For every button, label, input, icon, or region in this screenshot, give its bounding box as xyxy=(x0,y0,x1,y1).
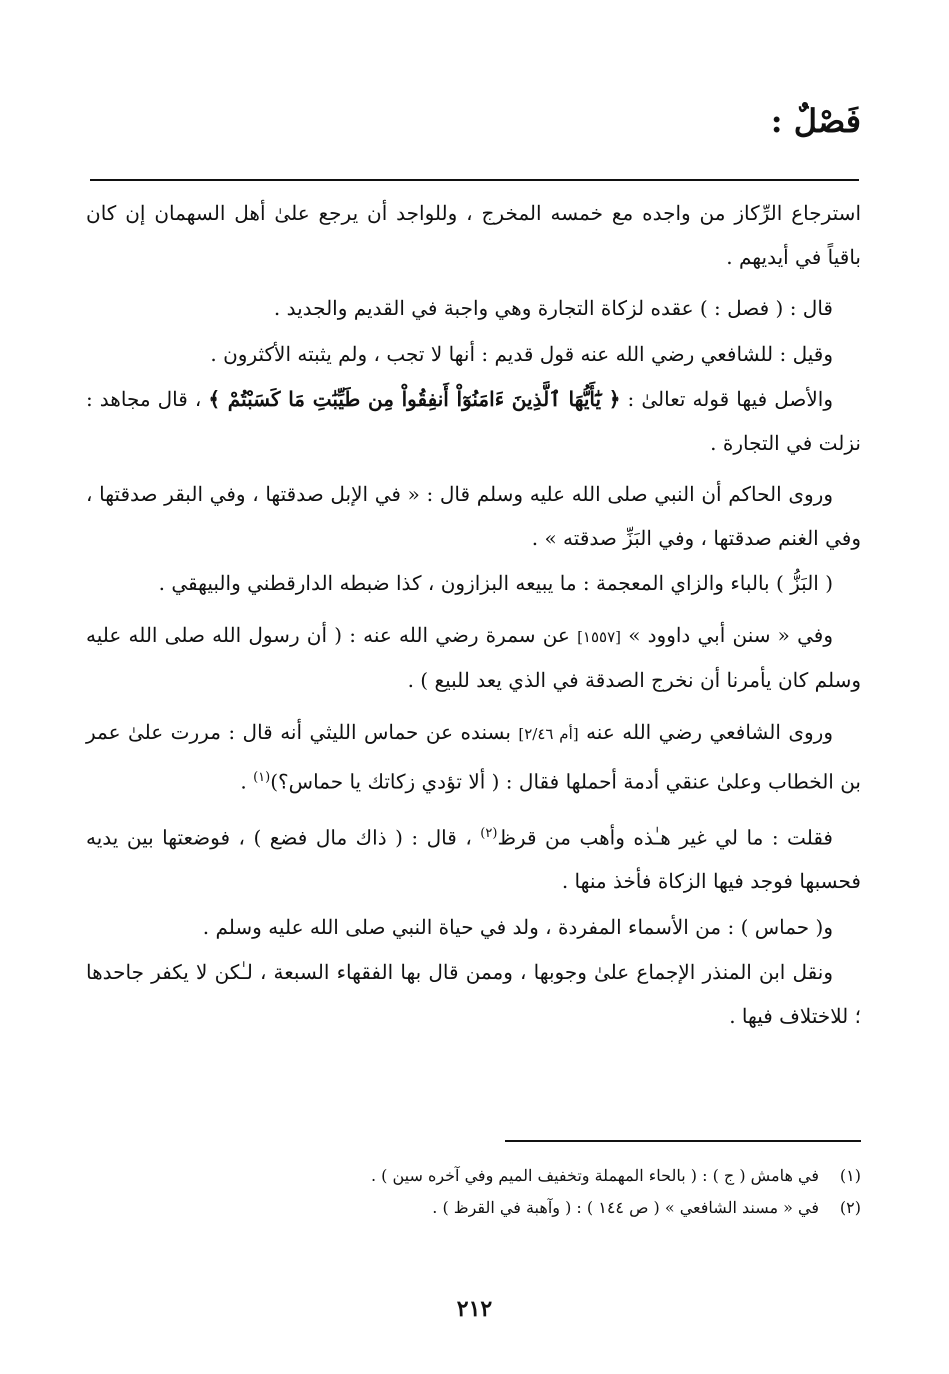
paragraph: وقيل : للشافعي رضي الله عنه قول قديم : أنها لا تجب ، ولم يثبته الأكثرون . xyxy=(210,341,833,366)
footnote-number: (٢) xyxy=(839,1198,861,1217)
paragraph: قال : ( فصل : ) عقده لزكاة التجارة وهي واجبة في القديم والجديد . xyxy=(273,296,833,320)
paragraph: و( حماس ) : من الأسماء المفردة ، ولد في حياة النبي صلى الله عليه وسلم . xyxy=(202,914,833,939)
footnote-text: في « مسند الشافعي » ( ص ١٤٤ ) : ( وآهبة في القرظ ) . xyxy=(432,1198,819,1217)
footnote-marker[interactable]: (١) xyxy=(253,770,271,785)
heading-divider xyxy=(90,179,859,181)
paragraph: ونقل ابن المنذر الإجماع علىٰ وجوبها ، وممن قال بها الفقهاء السبعة ، لـٰكن لا يكفر جاحدها ؛ للاختلاف فيها . xyxy=(86,960,861,1028)
paragraph: استرجاع الرِّكاز من واجده مع خمسه المخرج ، وللواجد أن يرجع علىٰ أهل السهمان إن كان باقياً في أيديهم . xyxy=(86,201,861,269)
paragraph: وفي « سنن أبي داوود » [١٥٥٧] عن سمرة رضي الله عنه : ( أن رسول الله صلى الله عليه وسلم كان يأمرنا أن نخرج الصدقة في الذي يعد للبيع ) . xyxy=(86,622,861,692)
page-number: ٢١٢ xyxy=(456,1296,493,1322)
paragraph: وروى الشافعي رضي الله عنه [أم ٢/٤٦] بسنده عن حماس الليثي أنه قال : مررت علىٰ عمر بن الخطاب وعلىٰ عنقي أدمة أحملها فقال : ( ألا تؤدي زكاتك يا حماس؟)$^{(١)}$ . xyxy=(86,719,861,794)
paragraph: والأصل فيها قوله تعالىٰ : ﴿ يَٰٓأَيُّهَا ٱلَّذِينَ ءَامَنُوٓاْ أَنفِقُواْ مِن طَيِّبَٰتِ مَا كَسَبْتُمْ ﴾ ، قال مجاهد : نزلت في التجارة . xyxy=(86,387,861,455)
footnote xyxy=(86,1192,861,1224)
quran-verse: ﴿ يَٰٓأَيُّهَا ٱلَّذِينَ ءَامَنُوٓاْ أَنفِقُواْ مِن طَيِّبَٰتِ مَا كَسَبْتُمْ ﴾ xyxy=(208,387,621,411)
footnote-marker[interactable]: (٢) xyxy=(480,826,498,842)
paragraph: ( البَزُّ ) بالباء والزاي المعجمة : ما يبيعه البزازون ، كذا ضبطه الدارقطني والبيهقي . xyxy=(158,571,833,595)
main-text xyxy=(86,192,861,1040)
source-reference: [أم ٢/٤٦] xyxy=(518,724,579,743)
paragraph: فقلت : ما لي غير هـٰذه وأهب من قرظ$^{(٢)}$ ، قال : ( ذاك مال فضع ) ، فوضعتها بين يديه فحسبها فوجد فيها الزكاة فأخذ منها . xyxy=(86,825,861,894)
footnote-text: في هامش ( ج ) : ( بالحاء المهملة وتخفيف الميم وفي آخره سين ) . xyxy=(370,1166,819,1185)
footnote xyxy=(86,1160,861,1192)
hadith-reference: [١٥٥٧] xyxy=(577,627,622,646)
section-heading: فَصْلٌ : xyxy=(770,102,861,140)
footnote-number: (١) xyxy=(839,1166,861,1185)
paragraph: وروى الحاكم أن النبي صلى الله عليه وسلم قال : « في الإبل صدقتها ، وفي البقر صدقتها ، وفي الغنم صدقتها ، وفي البَزِّ صدقته » . xyxy=(86,482,861,550)
footnotes xyxy=(86,1160,861,1224)
footnote-divider xyxy=(505,1140,861,1142)
